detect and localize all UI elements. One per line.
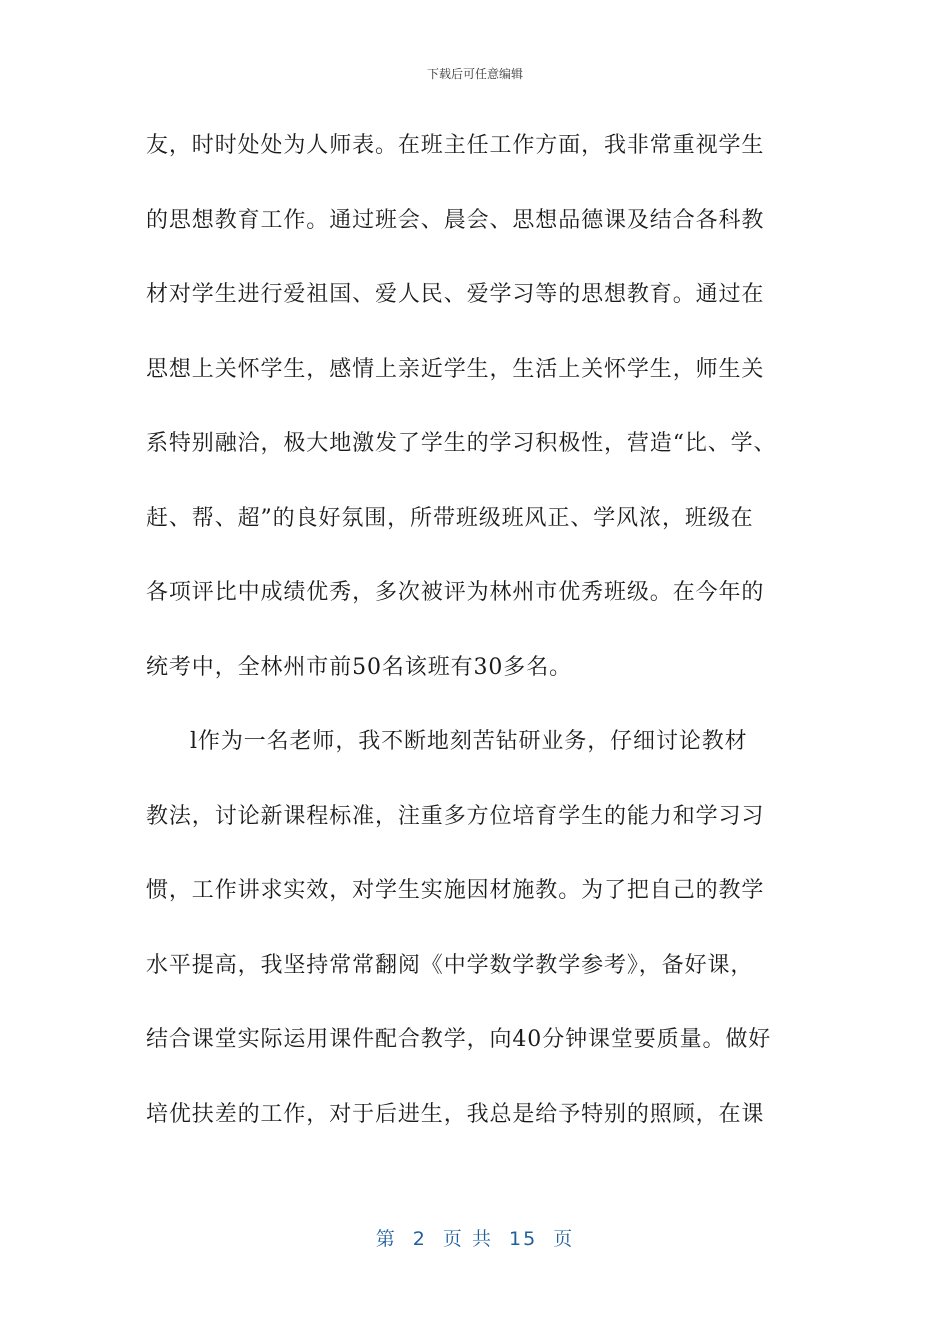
paragraph-line: 结合课堂实际运用课件配合教学，向40分钟课堂要质量。做好 — [146, 1027, 772, 1052]
document-body — [146, 124, 806, 1167]
paragraph-line: 统考中，全林州市前50名该班有30多名。 — [146, 654, 572, 680]
paragraph-line: 系特别融洽，极大地激发了学生的学习积极性，营造“比、学、 — [146, 431, 777, 456]
paragraph-first-line: l作为一名老师，我不断地刻苦钻研业务，仔细讨论教材 — [190, 729, 748, 754]
paragraph-line: 的思想教育工作。通过班会、晨会、思想品德课及结合各科教 — [146, 207, 765, 233]
page-number-footer: 第 2 页 共 15 页 — [375, 1228, 575, 1250]
paragraph-line: 思想上关怀学生，感情上亲近学生，生活上关怀学生，师生关 — [146, 356, 765, 382]
paragraph-line: 教法，讨论新课程标准，注重多方位培育学生的能力和学习习 — [146, 803, 765, 829]
page-header: 下载后可任意编辑 — [426, 67, 523, 81]
paragraph-line: 各项评比中成绩优秀，多次被评为林州市优秀班级。在今年的 — [146, 580, 765, 605]
paragraph-line: 材对学生进行爱祖国、爱人民、爱学习等的思想教育。通过在 — [146, 282, 765, 307]
paragraph-line: 水平提高，我坚持常常翻阅《中学数学教学参考》，备好课， — [146, 952, 754, 978]
paragraph-line: 培优扶差的工作，对于后进生，我总是给予特别的照顾，在课 — [146, 1101, 765, 1127]
paragraph-line: 赶、帮、超”的良好氛围，所带班级班风正、学风浓，班级在 — [146, 505, 754, 531]
paragraph-line: 友，时时处处为人师表。在班主任工作方面，我非常重视学生 — [146, 133, 765, 158]
paragraph-line: 惯，工作讲求实效，对学生实施因材施教。为了把自己的教学 — [146, 878, 765, 903]
